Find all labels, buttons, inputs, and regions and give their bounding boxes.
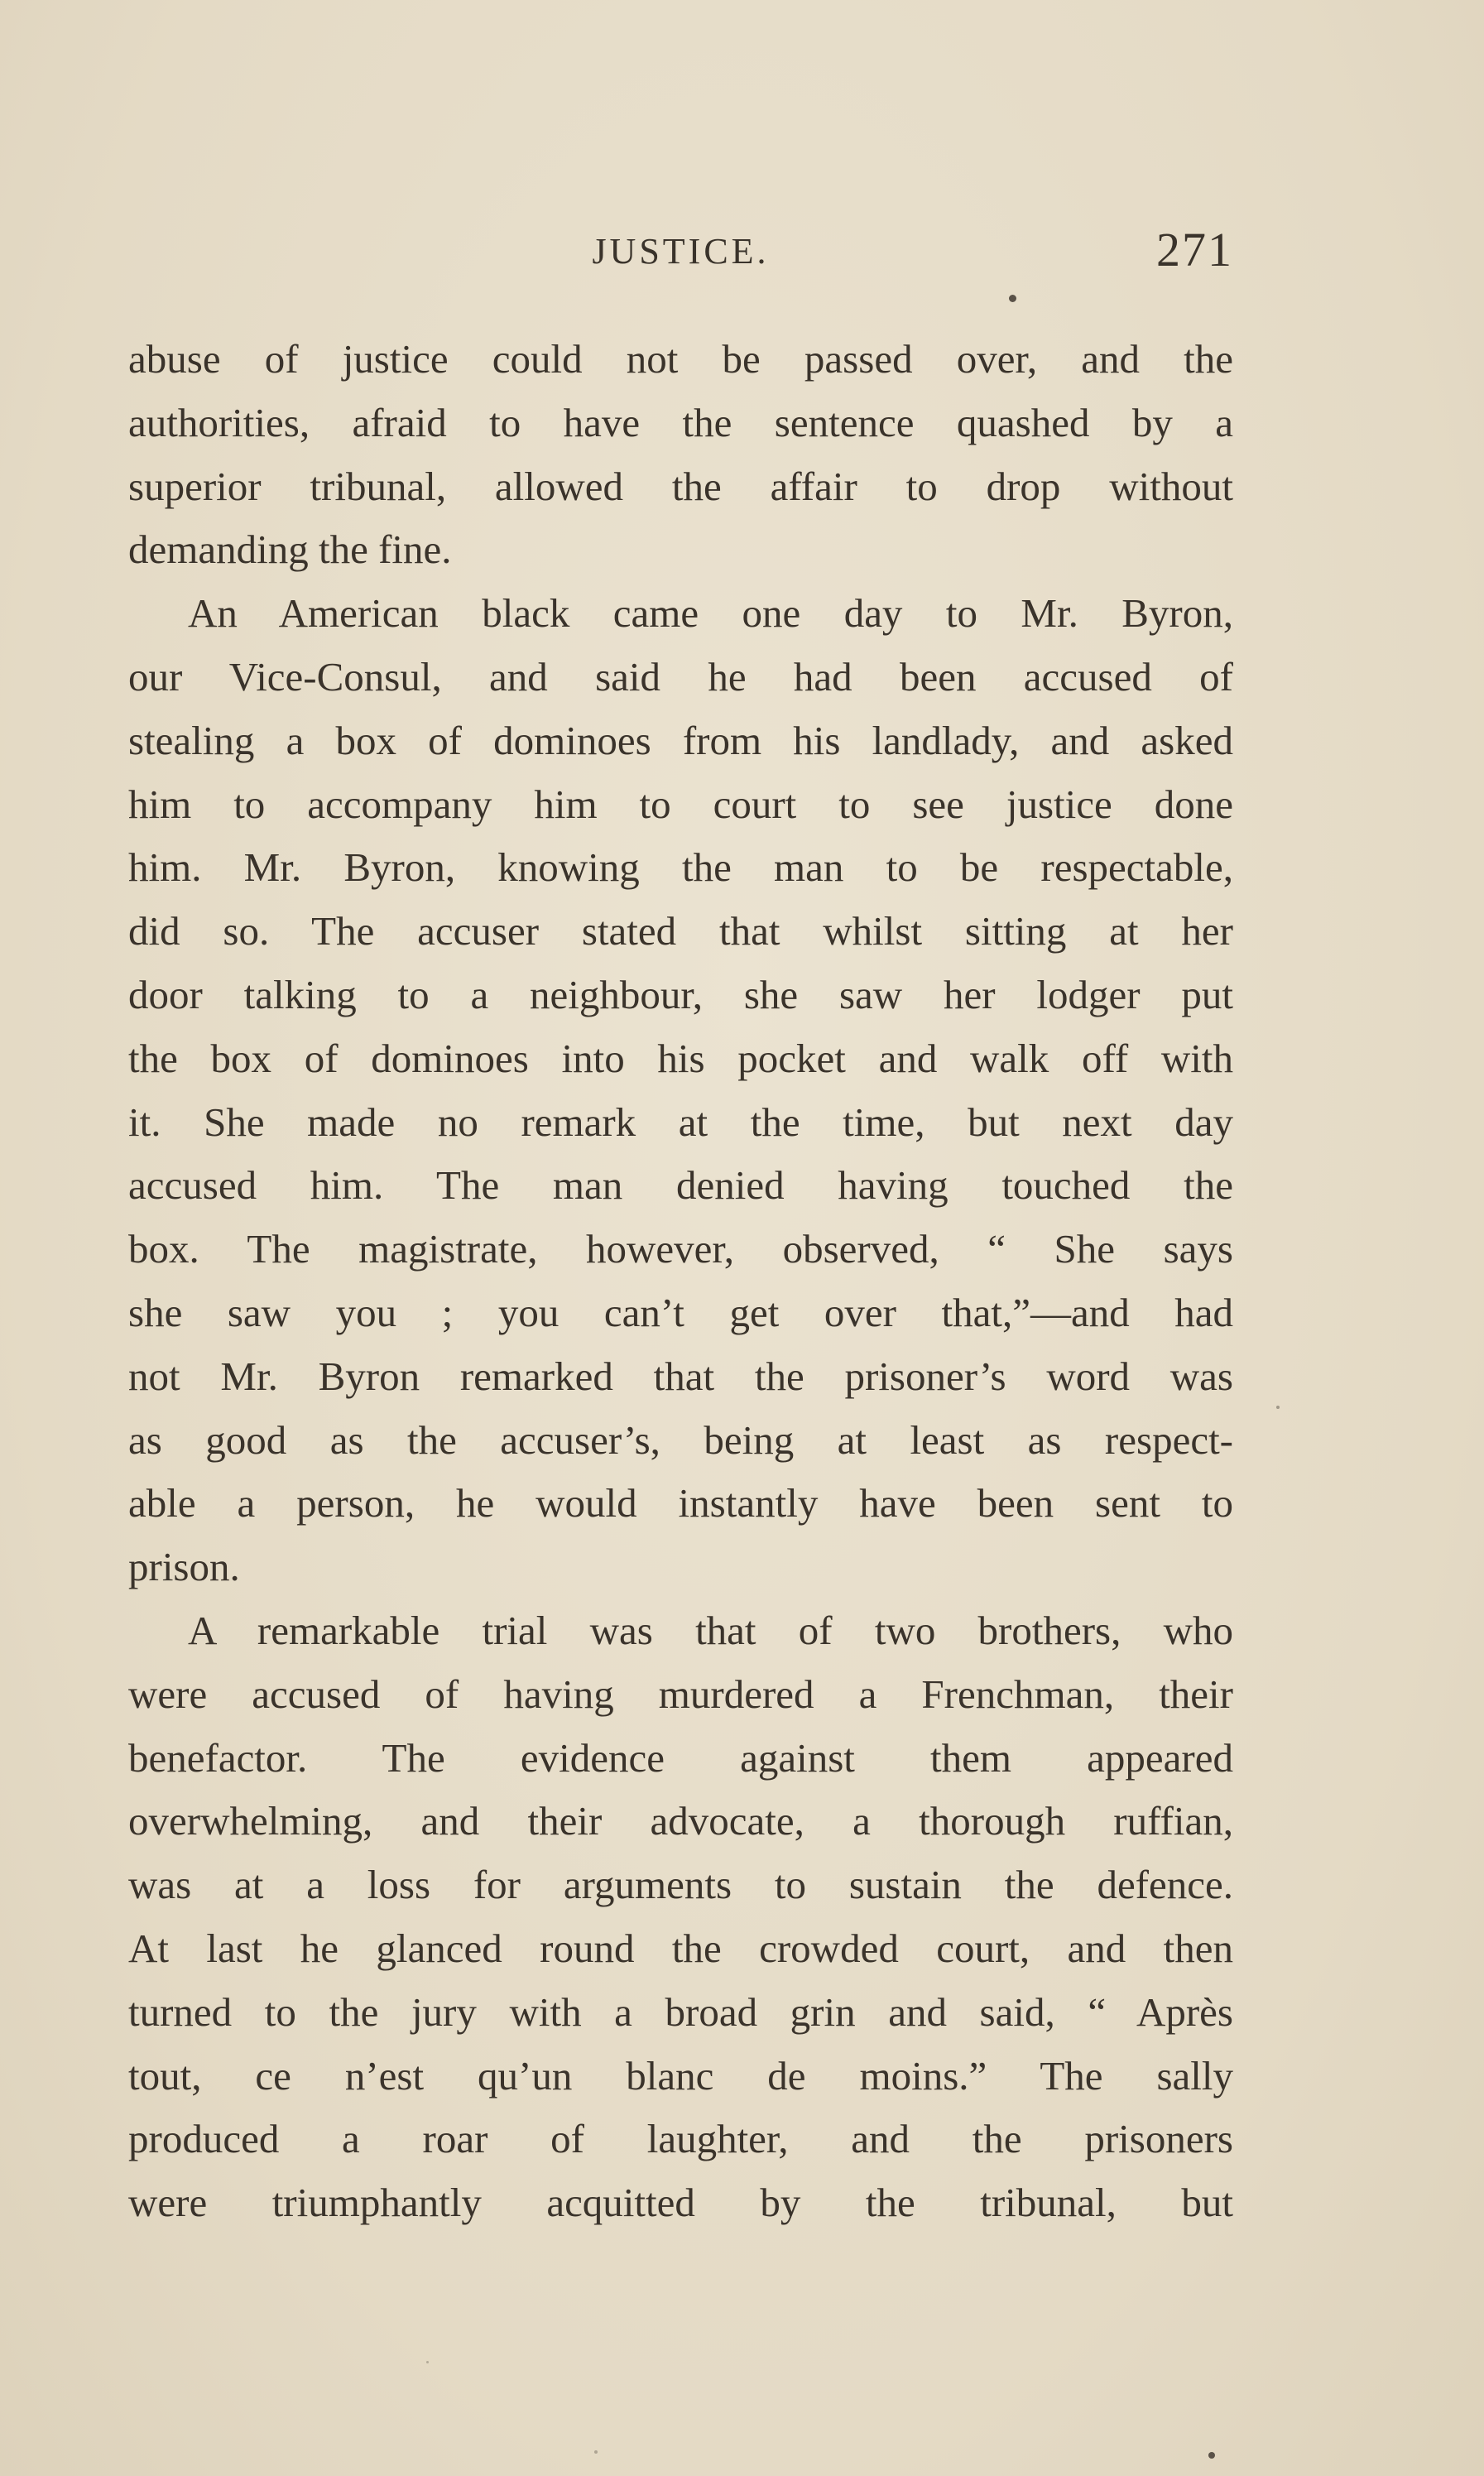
text-line: overwhelming, and their advocate, a thorough ruffian, [128, 1798, 1233, 1844]
text-line: produced a roar of laughter, and the prisoners [128, 2116, 1233, 2162]
text-line: authorities, afraid to have the sentence quashed by a [128, 399, 1233, 445]
text-line: was at a loss for arguments to sustain the defence. [128, 1862, 1233, 1908]
text-line: him to accompany him to court to see justice done [128, 781, 1233, 827]
text-line: not Mr. Byron remarked that the prisoner’s word was [128, 1353, 1233, 1399]
running-head [128, 222, 1233, 280]
text-line: him. Mr. Byron, knowing the man to be respectable, [128, 844, 1233, 891]
running-title: JUSTICE. [592, 231, 770, 272]
text-line: were accused of having murdered a Frenchman, their [128, 1671, 1233, 1717]
page-number: 271 [1156, 223, 1233, 276]
text-line: stealing a box of dominoes from his landlady, and asked [128, 717, 1233, 763]
body-text [128, 328, 1233, 2235]
paragraph-start-line: An American black came one day to Mr. Byron, [188, 590, 1233, 637]
ink-speck [1208, 2452, 1215, 2459]
text-line: it. She made no remark at the time, but next day [128, 1099, 1233, 1145]
ink-speck [594, 2450, 598, 2454]
text-line: box. The magistrate, however, observed, “ She says [128, 1226, 1233, 1272]
text-line: the box of dominoes into his pocket and walk off with [128, 1035, 1233, 1081]
ink-speck [1009, 295, 1016, 302]
text-line: superior tribunal, allowed the affair to drop without [128, 463, 1233, 509]
text-line: abuse of justice could not be passed over, and the [128, 336, 1233, 382]
text-line: were triumphantly acquitted by the tribunal, but [128, 2180, 1233, 2226]
ink-speck [1276, 1406, 1280, 1409]
text-line: tout, ce n’est qu’un blanc de moins.” The sally [128, 2052, 1233, 2099]
text-line: prison. [128, 1544, 240, 1590]
text-line: did so. The accuser stated that whilst sitting at her [128, 908, 1233, 954]
text-line: At last he glanced round the crowded court, and then [128, 1925, 1233, 1971]
text-line: she saw you ; you can’t get over that,”—and had [128, 1289, 1233, 1335]
text-line: accused him. The man denied having touched the [128, 1162, 1233, 1209]
text-line: door talking to a neighbour, she saw her lodger put [128, 971, 1233, 1017]
text-line: able a person, he would instantly have been sent to [128, 1480, 1233, 1526]
paragraph-start-line: A remarkable trial was that of two brothers, who [188, 1607, 1233, 1653]
text-line: turned to the jury with a broad grin and said, “ Après [128, 1988, 1233, 2035]
text-line: our Vice-Consul, and said he had been accused of [128, 653, 1233, 700]
text-line: as good as the accuser’s, being at least as respect- [128, 1416, 1233, 1463]
text-line: demanding the fine. [128, 526, 452, 573]
text-line: benefactor. The evidence against them appeared [128, 1734, 1233, 1781]
ink-speck [426, 2361, 429, 2363]
